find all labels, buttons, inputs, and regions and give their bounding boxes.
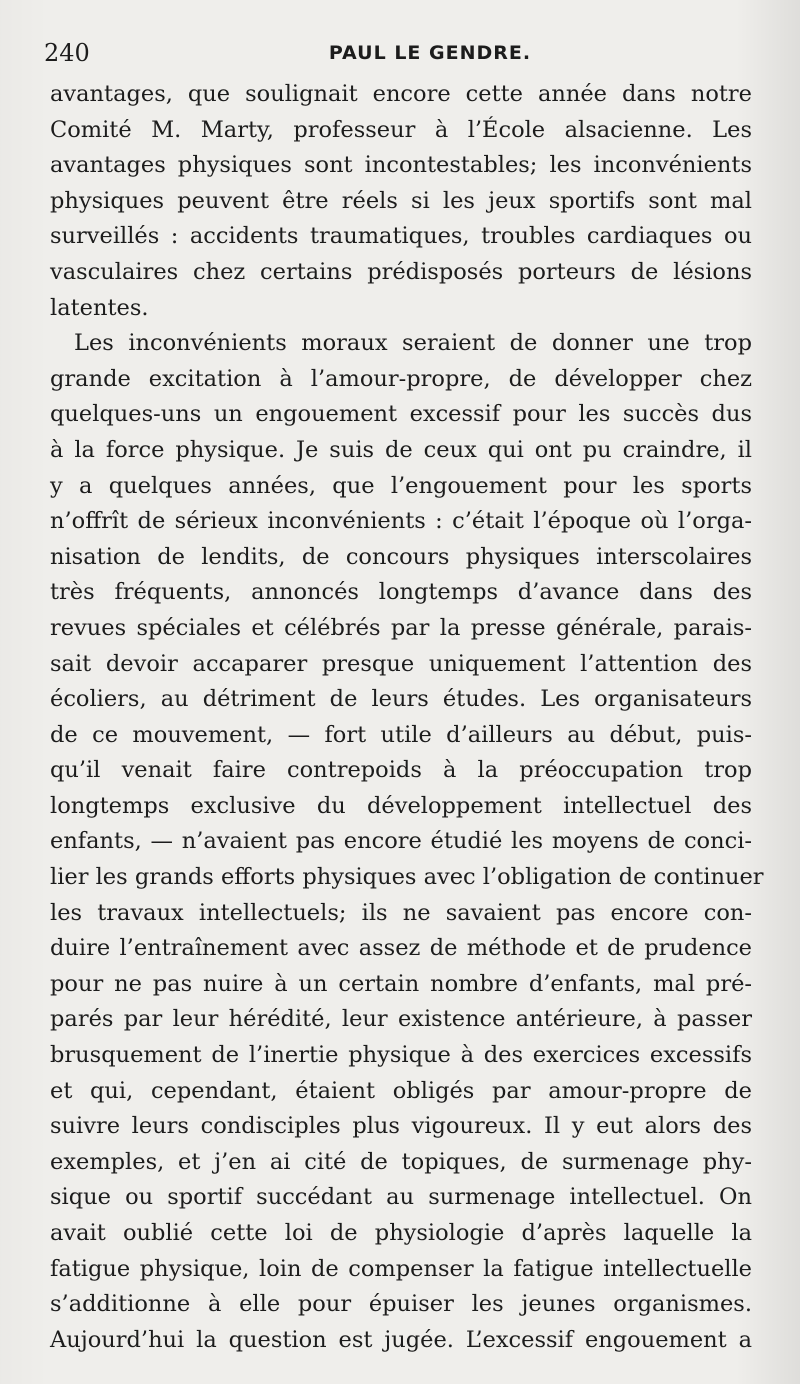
text-line: latentes. xyxy=(50,294,149,321)
text-line: y a quelques années, que l’engouement pour les sports xyxy=(50,472,752,499)
text-line: revues spéciales et célébrés par la presse générale, parais- xyxy=(50,614,752,641)
text-line: à la force physique. Je suis de ceux qui ont pu craindre, il xyxy=(50,436,752,463)
text-line: quelques-uns un engouement excessif pour les succès dus xyxy=(50,401,752,428)
text-line: qu’il venait faire contrepoids à la préoccupation trop xyxy=(50,757,752,784)
text-line: avantages, que soulignait encore cette année dans notre xyxy=(50,81,752,107)
text-line: Comité M. Marty, professeur à l’École alsacienne. Les xyxy=(50,116,752,143)
text-line: lier les grands efforts physiques avec l’obligation de continuer xyxy=(50,864,764,891)
running-head xyxy=(44,36,756,70)
text-line: parés par leur hérédité, leur existence antérieure, à passer xyxy=(50,1006,752,1033)
text-line: vasculaires chez certains prédisposés porteurs de lésions xyxy=(50,258,752,285)
text-line: Aujourd’hui la question est jugée. L’excessif engouement a xyxy=(50,1326,752,1353)
text-line: pour ne pas nuire à un certain nombre d’enfants, mal pré- xyxy=(50,970,752,997)
page-number: 240 xyxy=(44,39,90,67)
text-line: duire l’entraînement avec assez de méthode et de prudence xyxy=(50,935,752,962)
text-line: fatigue physique, loin de compenser la fatigue intellectuelle xyxy=(50,1255,752,1282)
text-line: exemples, et j’en ai cité de topiques, de surmenage phy- xyxy=(50,1148,752,1175)
text-line: les travaux intellectuels; ils ne savaient pas encore con- xyxy=(50,899,752,926)
text-line: suivre leurs condisciples plus vigoureux. Il y eut alors des xyxy=(50,1113,752,1140)
running-title: PAUL LE GENDRE. xyxy=(328,42,532,64)
text-line: nisation de lendits, de concours physiques interscolaires xyxy=(50,543,752,570)
text-line: physiques peuvent être réels si les jeux sportifs sont mal xyxy=(50,187,752,214)
text-line: et qui, cependant, étaient obligés par amour-propre de xyxy=(50,1077,752,1104)
body-text xyxy=(50,77,764,1358)
text-line: avantages physiques sont incontestables; les inconvénients xyxy=(50,152,752,179)
text-line: sait devoir accaparer presque uniquement l’attention des xyxy=(50,650,752,677)
text-line: n’offrît de sérieux inconvénients : c’était l’époque où l’orga- xyxy=(50,508,752,535)
text-line: s’additionne à elle pour épuiser les jeunes organismes. xyxy=(50,1291,752,1318)
text-line: écoliers, au détriment de leurs études. Les organisateurs xyxy=(50,686,752,713)
text-line: sique ou sportif succédant au surmenage intellectuel. On xyxy=(50,1184,752,1211)
text-line: surveillés : accidents traumatiques, troubles cardiaques ou xyxy=(50,223,752,250)
text-line: brusquement de l’inertie physique à des exercices excessifs xyxy=(50,1042,752,1069)
text-line: grande excitation à l’amour-propre, de développer chez xyxy=(50,365,752,392)
text-line: avait oublié cette loi de physiologie d’après laquelle la xyxy=(50,1220,752,1246)
text-line: longtemps exclusive du développement intellectuel des xyxy=(50,792,752,819)
text-line: enfants, — n’avaient pas encore étudié les moyens de conci- xyxy=(50,828,752,855)
text-line: Les inconvénients moraux seraient de donner une trop xyxy=(74,330,752,357)
text-line: de ce mouvement, — fort utile d’ailleurs au début, puis- xyxy=(50,721,752,748)
text-line: très fréquents, annoncés longtemps d’avance dans des xyxy=(50,579,752,606)
